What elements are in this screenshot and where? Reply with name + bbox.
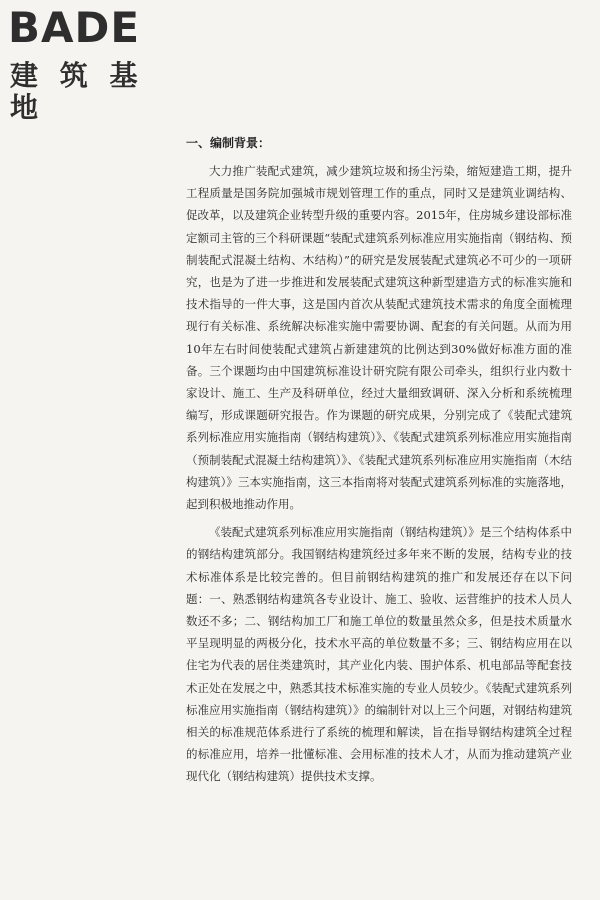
- section-heading: 一、编制背景：: [186, 136, 271, 150]
- document-body: [186, 132, 572, 788]
- bade-logo: [8, 3, 178, 124]
- logo-wordmark: BADE: [8, 3, 141, 52]
- paragraph-background: 大力推广装配式建筑，减少建筑垃圾和扬尘污染，缩短建造工期，提升工程质量是国务院加强城市规划管理工作的重点，同时又是建筑业调结构、促改革，以及建筑企业转型升级的重要内容。2015年，住房城乡建设部标准定额司主管的三个科研课题“装配式建筑系列标准应用实施指南（钢结构、预制装配式混凝土结构、木结构）”的研究是发展装配式建筑必不可少的一项研究，也是为了进一步推进和发展装配式建筑这种新型建造方式的标准实施和技术指导的一件大事，这是国内首次从装配式建筑技术需求的角度全面梳理现行有关标准、系统解决标准实施中需要协调、配套的有关问题。从而为用10年左右时间使装配式建筑占新建建筑的比例达到30%做好标准方面的准备。三个课题均由中国建筑标准设计研究院有限公司牵头，组织行业内数十家设计、施工、生产及科研单位，经过大量细致调研、深入分析和系统梳理编写，形成课题研究报告。作为课题的研究成果，分别完成了《装配式建筑系列标准应用实施指南（钢结构建筑）》、《装配式建筑系列标准应用实施指南（预制装配式混凝土结构建筑）》、《装配式建筑系列标准应用实施指南（木结构建筑）》三本实施指南，这三本指南将对装配式建筑系列标准的实施落地，起到积极地推动作用。: [186, 164, 572, 512]
- paragraph-steel-structure: 《装配式建筑系列标准应用实施指南（钢结构建筑）》是三个结构体系中的钢结构建筑部分。我国钢结构建筑经过多年来不断的发展，结构专业的技术标准体系是比较完善的。但目前钢结构建筑的推广和发展还存在以下问题：一、熟悉钢结构建筑各专业设计、施工、验收、运营维护的技术人员人数还不多；二、钢结构加工厂和施工单位的数量虽然众多，但是技术质量水平呈现明显的两极分化，技术水平高的单位数量不多；三、钢结构应用在以住宅为代表的居住类建筑时，其产业化内装、围护体系、机电部品等配套技术正处在发展之中，熟悉其技术标准实施的专业人员较少。《装配式建筑系列标准应用实施指南（钢结构建筑）》的编制针对以上三个问题，对钢结构建筑相关的标准规范体系进行了系统的梳理和解读，旨在指导钢结构建筑全过程的标准应用，培养一批懂标准、会用标准的技术人才，从而为推动建筑产业现代化（钢结构建筑）提供技术支撑。: [186, 525, 572, 784]
- logo-subtitle: 建 筑 基 地: [10, 59, 144, 124]
